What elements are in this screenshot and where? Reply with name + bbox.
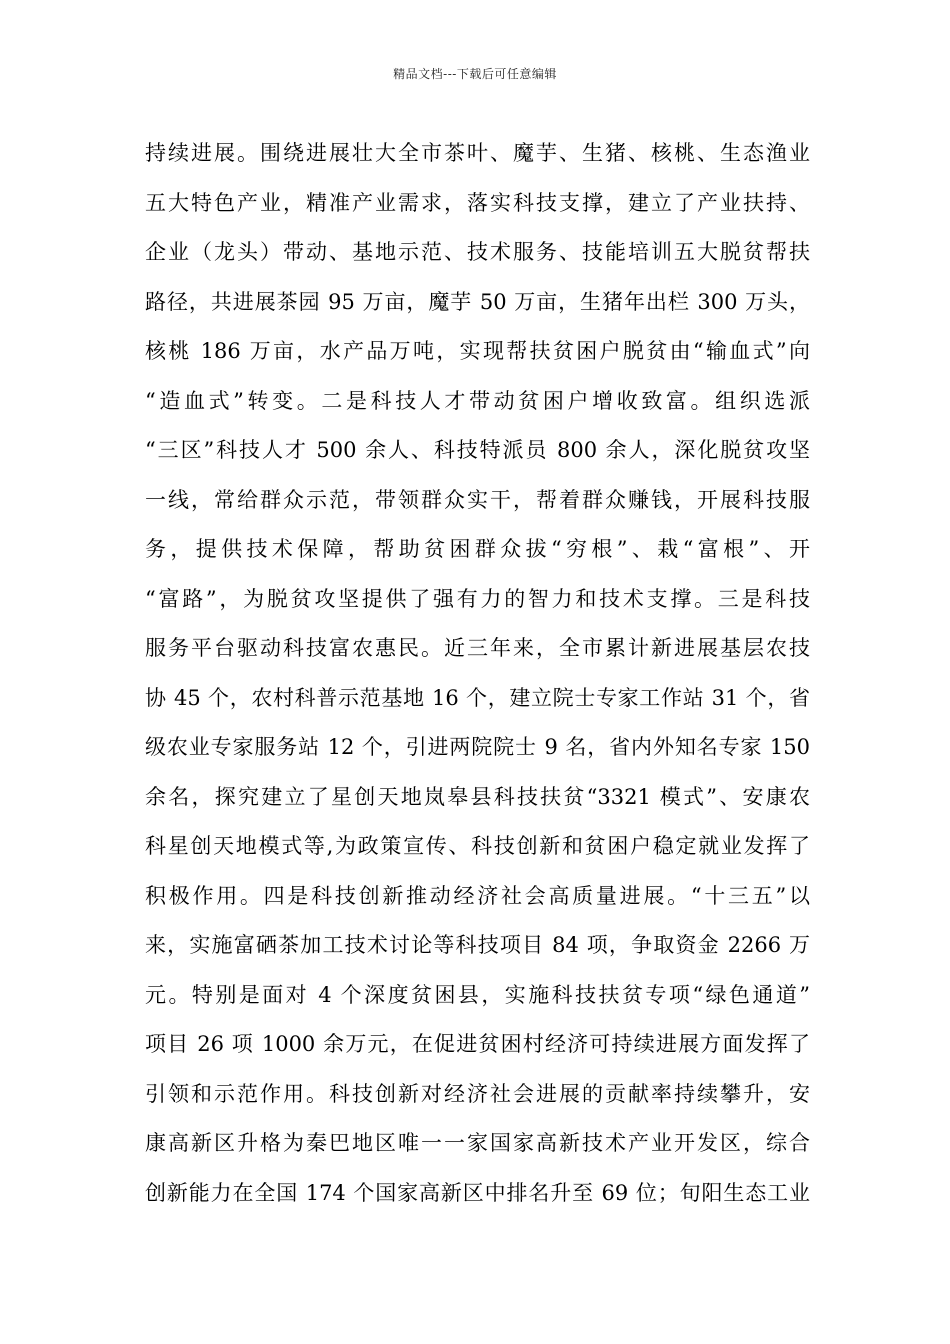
text-line: 五大特色产业，精准产业需求，落实科技支撑，建立了产业扶持、 [145, 190, 810, 215]
text-line: 服务平台驱动科技富农惠民。近三年来，全市累计新进展基层农技 [145, 636, 810, 660]
text-line: 余名，探究建立了星创天地岚皋县科技扶贫“3321 模式”、安康农 [145, 784, 810, 809]
text-line: “造血式”转变。二是科技人才带动贫困户增收致富。组织选派 [145, 388, 810, 413]
text-line: 项目 26 项 1000 余万元，在促进贫困村经济可持续进展方面发挥了 [145, 1032, 810, 1056]
text-line: 引领和示范作用。科技创新对经济社会进展的贡献率持续攀升，安 [145, 1081, 810, 1106]
page-header: 精品文档---下载后可任意编辑 [393, 67, 557, 81]
text-line: “富路”，为脱贫攻坚提供了强有力的智力和技术支撑。三是科技 [145, 586, 810, 611]
text-line: 协 45 个，农村科普示范基地 16 个，建立院士专家工作站 31 个，省 [145, 685, 810, 710]
text-line: 科星创天地模式等,为政策宣传、科技创新和贫困户稳定就业发挥了 [145, 834, 810, 858]
text-line: 创新能力在全国 174 个国家高新区中排名升至 69 位；旬阳生态工业 [145, 1180, 810, 1205]
text-line: 积极作用。四是科技创新推动经济社会高质量进展。“十三五”以 [145, 883, 810, 908]
text-line: 务，提供技术保障，帮助贫困群众拔“穷根”、栽“富根”、开 [145, 537, 810, 561]
text-line: 持续进展。围绕进展壮大全市茶叶、魔芋、生猪、核桃、生态渔业 [145, 141, 810, 165]
text-line: 来，实施富硒茶加工技术讨论等科技项目 84 项，争取资金 2266 万 [145, 933, 810, 957]
text-line: 一线，常给群众示范，带领群众实干，帮着群众赚钱，开展科技服 [145, 487, 810, 512]
text-line: 路径，共进展茶园 95 万亩，魔芋 50 万亩，生猪年出栏 300 万头， [145, 289, 810, 314]
body-text [145, 129, 810, 1218]
text-line: 级农业专家服务站 12 个，引进两院院士 9 名，省内外知名专家 150 [145, 735, 810, 759]
text-line: 元。特别是面对 4 个深度贫困县，实施科技扶贫专项“绿色通道” [145, 982, 810, 1007]
text-line: “三区”科技人才 500 余人、科技特派员 800 余人，深化脱贫攻坚 [145, 438, 810, 462]
text-line: 康高新区升格为秦巴地区唯一一家国家高新技术产业开发区，综合 [145, 1131, 810, 1155]
text-line: 核桃 186 万亩，水产品万吨，实现帮扶贫困户脱贫由“输血式”向 [145, 339, 810, 363]
text-line: 企业（龙头）带动、基地示范、技术服务、技能培训五大脱贫帮扶 [145, 240, 810, 264]
